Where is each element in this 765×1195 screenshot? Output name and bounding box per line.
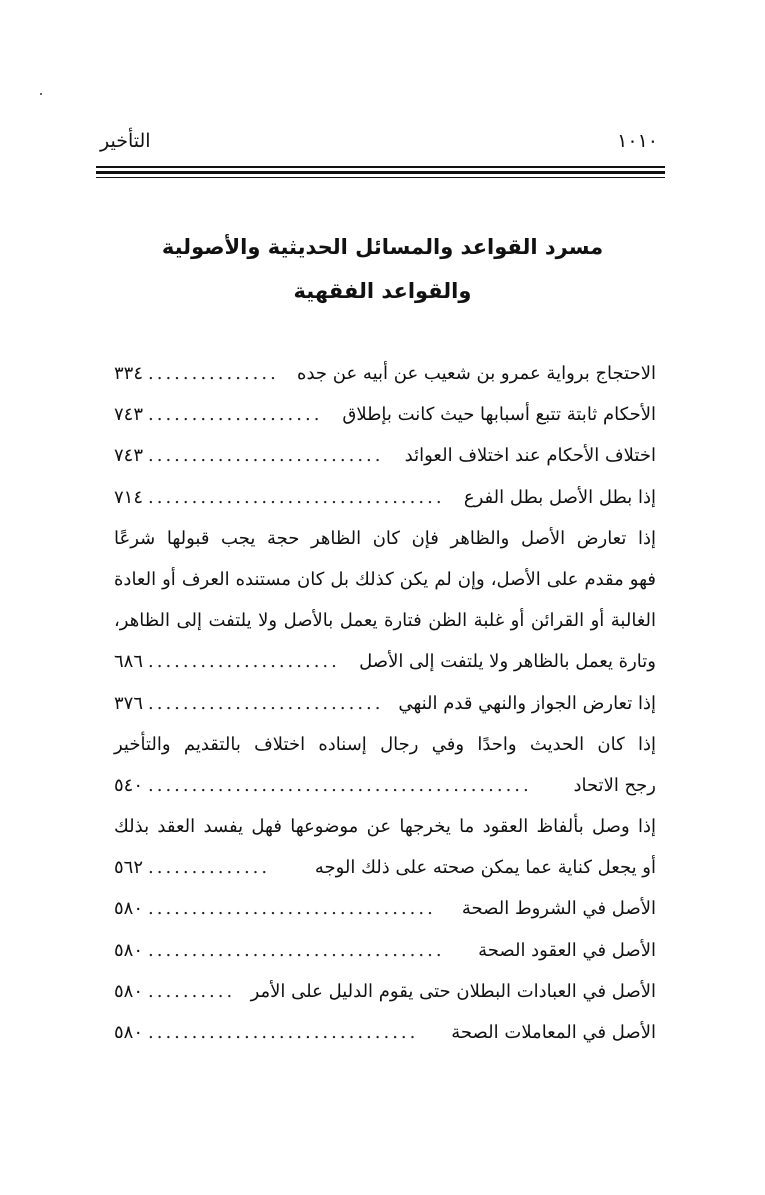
index-entry	[114, 971, 656, 1012]
entry-text: الاحتجاج برواية عمرو بن شعيب عن أبيه عن جده	[297, 363, 656, 384]
index-entry	[114, 477, 656, 518]
header-rule-top	[96, 166, 665, 168]
entry-text: الأصل في العقود الصحة	[478, 939, 656, 961]
dot-leader: ......................	[148, 651, 340, 673]
entry-text: أو يجعل كناية عما يمكن صحته على ذلك الوجه	[314, 857, 656, 879]
entry-text: الأصل في العبادات البطلان حتى يقوم الدليل على الأمر	[250, 980, 656, 1002]
index-entry	[114, 683, 656, 724]
index-entry	[114, 518, 656, 559]
running-title: التأخير	[100, 130, 151, 152]
dot-leader: ...........................	[148, 445, 384, 467]
index-entry	[114, 847, 656, 888]
dot-leader: ..................................	[148, 939, 445, 961]
entry-page-number: ٣٧٦	[114, 692, 144, 714]
dot-leader: .................................	[148, 898, 436, 920]
dot-leader: ....................	[148, 404, 323, 426]
entry-page-number: ٥٨٠	[114, 1022, 144, 1043]
dot-leader: ...............	[148, 363, 279, 384]
entry-page-number: ٧٤٣	[114, 445, 144, 467]
entry-text: رجح الاتحاد	[573, 774, 656, 796]
index-entry	[114, 353, 656, 394]
index-entry	[114, 930, 656, 971]
entry-page-number: ٧٤٣	[114, 404, 144, 426]
entry-text: إذا بطل الأصل بطل الفرع	[463, 486, 656, 508]
section-heading-continued: والقواعد الفقهية	[293, 279, 472, 303]
dot-leader: ..........	[148, 980, 236, 1002]
entry-text: الأصل في الشروط الصحة	[461, 898, 656, 920]
entry-text: اختلاف الأحكام عند اختلاف العوائد	[404, 445, 656, 467]
entry-text: فهو مقدم على الأصل، وإن لم يكن كذلك بل كان مستنده العرف أو العادة	[114, 568, 656, 590]
header-rule-middle	[96, 171, 665, 174]
entry-page-number: ٥٨٠	[114, 939, 144, 961]
entry-text: وتارة يعمل بالظاهر ولا يلتفت إلى الأصل	[359, 651, 656, 673]
entry-page-number: ٣٣٤	[114, 363, 144, 384]
entry-text: إذا تعارض الجواز والنهي قدم النهي	[398, 692, 656, 714]
index-entry	[114, 724, 656, 765]
index-entry	[114, 435, 656, 476]
dot-leader: ............................................	[148, 774, 532, 796]
running-header	[100, 128, 658, 154]
index-entry	[114, 1012, 656, 1053]
entry-page-number: ٥٨٠	[114, 980, 144, 1002]
entry-page-number: ٧١٤	[114, 486, 144, 508]
index-entry	[114, 765, 656, 806]
header-rule-bottom	[96, 177, 665, 178]
entry-text: إذا كان الحديث واحدًا وفي رجال إسناده اختلاف بالتقديم والتأخير	[114, 733, 656, 755]
index-entry	[114, 806, 656, 847]
index-entry	[114, 394, 656, 435]
entry-text: إذا تعارض الأصل والظاهر فإن كان الظاهر حجة يجب قبولها شرعًا	[114, 527, 656, 549]
section-heading: مسرد القواعد والمسائل الحديثية والأصولية	[161, 235, 604, 259]
stray-mark	[40, 93, 42, 95]
index-entry	[114, 888, 656, 929]
index-entry	[114, 641, 656, 682]
page-number: ١٠١٠	[617, 130, 658, 152]
dot-leader: ...........................	[148, 692, 384, 714]
entry-page-number: ٥٨٠	[114, 898, 144, 920]
entry-page-number: ٥٤٠	[114, 774, 144, 796]
dot-leader: ..................................	[148, 486, 445, 508]
entry-text: إذا وصل بألفاظ العقود ما يخرجها عن موضوعها فهل يفسد العقد بذلك	[114, 816, 656, 838]
entry-page-number: ٦٨٦	[114, 651, 144, 673]
rules-index-list	[114, 353, 656, 1053]
dot-leader: ..............	[148, 857, 271, 879]
entry-text: الأحكام ثابتة تتبع أسبابها حيث كانت بإطلاق	[342, 404, 656, 426]
entry-page-number: ٥٦٢	[114, 857, 144, 879]
index-entry	[114, 559, 656, 600]
entry-text: الأصل في المعاملات الصحة	[451, 1022, 656, 1043]
dot-leader: ...............................	[148, 1022, 419, 1043]
index-entry	[114, 600, 656, 641]
entry-text: الغالبة أو القرائن أو غلبة الظن فتارة يعمل بالأصل ولا يلتفت إلى الظاهر،	[114, 610, 656, 632]
